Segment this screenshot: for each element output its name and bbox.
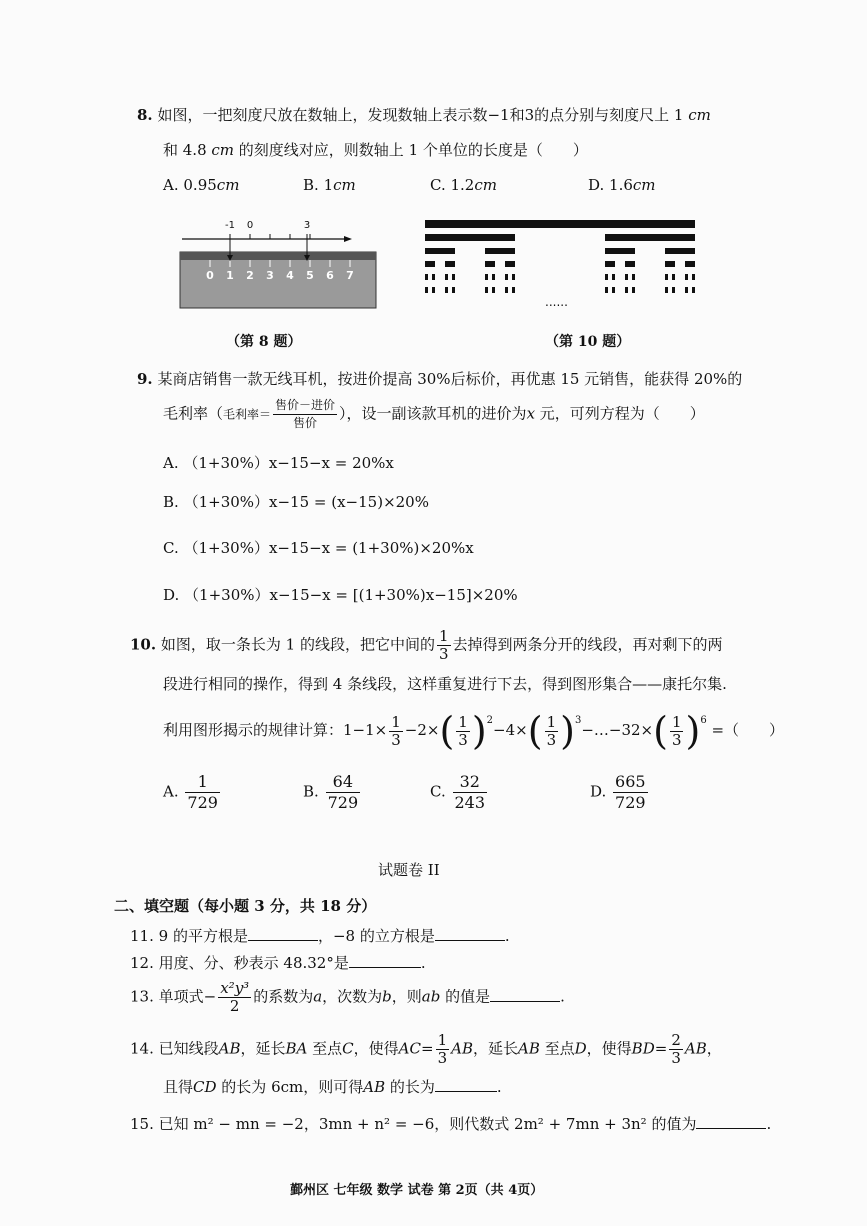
number-line-arrow [344, 236, 352, 242]
axis-label-0: 0 [246, 220, 254, 231]
q10-line3: 利用图形揭示的规律计算：1−1× $\frac{1}{3}$ −2×( $\frac{1}{3}$ )$^2$−4×( $\frac{1}{3}$ )$^3$−…−32×( $\frac{1}{3}$ )$^6$ =（ ） [163, 709, 785, 753]
q8-option-d: D. 1.6cm [588, 176, 656, 194]
q9-option-b: B. （1+30%）x−15 = (x−15)×20% [163, 493, 429, 511]
q15-line: 15. 已知 m² − mn = −2，3mn + n² = −6，则代数式 2m² + 7mn + 3n² 的值为 . [130, 1115, 772, 1133]
q8-option-a: A. 0.95cm [163, 176, 240, 194]
one-third-fraction: $\frac{1}{3}$ [438, 627, 449, 663]
q11-blank-2[interactable] [435, 926, 505, 941]
ruler-label-3: 3 [266, 269, 274, 282]
q8-line1 [137, 104, 711, 125]
cantor-level-1-left [425, 234, 515, 241]
q8-option-c: C. 1.2cm [430, 176, 497, 194]
q8-caption: （第 8 题） [226, 334, 302, 350]
q14-blank[interactable] [435, 1077, 497, 1092]
q8-text-1: 如图，一把刻度尺放在数轴上，发现数轴上表示数−1和3的点分别与刻度尺上 1 [157, 106, 684, 124]
q10-option-b: B. $\frac{64}{729}$ [303, 772, 359, 812]
axis-label-neg1: -1 [225, 220, 235, 231]
ruler-label-7: 7 [346, 269, 354, 282]
q9-option-a: A. （1+30%）x−15−x = 20%x [163, 454, 394, 472]
monomial-fraction: $\frac{\text{x²y³}}{2}$ [220, 979, 250, 1015]
q8-unit-1: cm [688, 106, 711, 124]
q8-number: 8. [137, 106, 153, 124]
q9-option-d: D. （1+30%）x−15−x = [(1+30%)x−15]×20% [163, 586, 518, 604]
q11-line: 11. 9 的平方根是 ，−8 的立方根是 . [130, 927, 510, 945]
ruler-label-1: 1 [226, 269, 234, 282]
q12-blank[interactable] [349, 953, 421, 968]
section-2-heading: 二、填空题（每小题 3 分，共 18 分） [114, 897, 377, 915]
q8-text-2a: 和 4.8 [163, 141, 207, 159]
q9-option-c: C. （1+30%）x−15−x = (1+30%)×20%x [163, 539, 474, 557]
q10-number: 10. [130, 635, 157, 654]
q11-blank-1[interactable] [248, 926, 318, 941]
ruler-label-5: 5 [306, 269, 314, 282]
ruler-label-0: 0 [206, 269, 214, 282]
q10-option-c: C. $\frac{32}{243}$ [430, 772, 486, 812]
q10-caption: （第 10 题） [545, 334, 631, 350]
cantor-level-1-right [605, 234, 695, 241]
q8-line2 [163, 139, 588, 160]
section-2-title: 试题卷 II [378, 861, 440, 879]
q8-figure [178, 212, 378, 312]
ruler-label-4: 4 [286, 269, 294, 282]
q8-unit-2: cm [211, 141, 235, 159]
q10-option-a: A. $\frac{1}{729}$ [163, 772, 218, 812]
ruler-label-6: 6 [326, 269, 334, 282]
cantor-dots: ...... [545, 295, 568, 308]
q14-line1: 14. 已知线段AB，延长BA 至点C，使得AC= $\frac{1}{3}$ AB，延长AB 至点D，使得BD= $\frac{2}{3}$ AB， [130, 1031, 722, 1067]
q13-line: 13. 单项式− $\frac{\text{x²y³}}{2}$ 的系数为a，次数为b，则ab 的值是 . [130, 979, 565, 1015]
cantor-level-5 [425, 287, 695, 293]
q9-line2: 毛利率（毛利率＝ $\frac{\text{售价－进价}}{\text{售价}}$ ），设一副该款耳机的进价为x 元，可列方程为（ ） [163, 398, 705, 430]
page-footer: 鄞州区 七年级 数学 试卷 第 2页（共 4页） [290, 1183, 544, 1198]
q14-line2: 且得CD 的长为 6cm，则可得AB 的长为 . [163, 1078, 502, 1096]
q10-figure [423, 218, 698, 308]
q9-text-1: 某商店销售一款无线耳机，按进价提高 30%后标价，再优惠 15 元销售，能获得 20%的 [157, 370, 743, 388]
cantor-level-4 [425, 274, 695, 280]
q13-blank[interactable] [490, 987, 560, 1002]
number-line-ticks [230, 234, 310, 239]
q8-text-2b: 的刻度线对应，则数轴上 1 个单位的长度是（ ） [234, 141, 588, 159]
cantor-level-0 [425, 220, 695, 228]
q9-line1 [137, 368, 742, 389]
q10-option-d: D. $\frac{665}{729}$ [590, 772, 646, 812]
gross-margin-fraction: $\frac{\text{售价－进价}}{\text{售价}}$ [275, 398, 336, 430]
q15-blank[interactable] [696, 1114, 766, 1129]
q8-option-b: B. 1cm [303, 176, 356, 194]
q10-line1: 10. 如图，取一条长为 1 的线段，把它中间的 $\frac{1}{3}$ 去掉得到两条分开的线段，再对剩下的两 [130, 627, 723, 663]
ruler-edge [180, 252, 376, 260]
q12-line: 12. 用度、分、秒表示 48.32°是 . [130, 954, 426, 972]
q9-number: 9. [137, 370, 153, 388]
axis-label-3: 3 [303, 220, 311, 231]
q10-line2: 段进行相同的操作，得到 4 条线段，这样重复进行下去，得到图形集合——康托尔集. [163, 675, 727, 693]
ruler-label-2: 2 [246, 269, 254, 282]
